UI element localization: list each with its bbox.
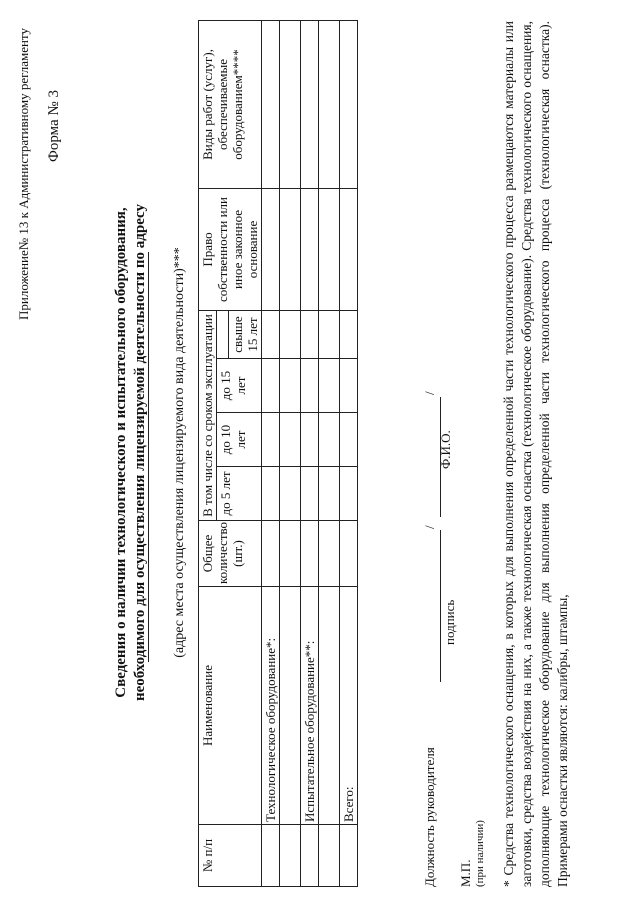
table-cell (301, 825, 319, 887)
row-total: Всего: (340, 587, 358, 825)
header-lifetime-group: В том числе со сроком эксплуатации (199, 310, 217, 520)
table-cell (280, 467, 301, 521)
header-num: № п/п (199, 825, 262, 887)
table-cell (340, 467, 358, 521)
table-row (319, 20, 340, 886)
table-cell (319, 413, 340, 467)
form-title (112, 0, 150, 905)
table-cell (262, 359, 280, 413)
header-works: Виды работ (услуг), обеспечиваемые оборудованием**** (199, 20, 262, 188)
header-total: Общее количество (шт.) (199, 521, 262, 587)
table-cell (319, 521, 340, 587)
signature-block (418, 167, 478, 887)
signature-line (440, 530, 441, 682)
slash-separator: / (422, 391, 437, 395)
fio-caption: Ф.И.О. (438, 430, 453, 469)
form-title-line1: Сведения о наличии технологического и испытательного оборудования, (113, 207, 129, 698)
table-cell (301, 310, 319, 358)
header-up-to-15: до 15 лет (217, 359, 262, 413)
table-cell (319, 188, 340, 310)
table-cell (319, 359, 340, 413)
table-cell (280, 413, 301, 467)
header-up-to-5: до 5 лет (217, 467, 262, 521)
table-cell (319, 20, 340, 188)
form-number: Форма № 3 (46, 90, 62, 162)
table-row (262, 20, 280, 886)
row-tech-equipment: Технологическое оборудование*: (262, 587, 280, 825)
table-cell (301, 359, 319, 413)
table-cell (319, 587, 340, 825)
table-cell (262, 413, 280, 467)
table-cell (340, 20, 358, 188)
table-cell (280, 587, 301, 825)
header-up-to-10: до 10 лет (217, 413, 262, 467)
table-cell (280, 20, 301, 188)
table-cell (340, 359, 358, 413)
header-over-15: свыше 15 лет (229, 310, 262, 358)
header-name: Наименование (199, 587, 262, 825)
table-cell (301, 20, 319, 188)
appendix-note: Приложение№ 13 к Административному регламенту (16, 28, 31, 321)
header-over-15-top (217, 310, 229, 358)
manager-position-label: Должность руководителя (422, 747, 437, 887)
table-row (340, 20, 358, 886)
table-row (280, 20, 301, 886)
address-caption: (адрес места осуществления лицензируемого вида деятельности)*** (172, 247, 187, 658)
table-cell (280, 521, 301, 587)
table-cell (319, 467, 340, 521)
table-cell (340, 521, 358, 587)
row-test-equipment: Испытательное оборудование**: (301, 587, 319, 825)
table-cell (340, 413, 358, 467)
equipment-table (198, 20, 358, 887)
table-cell (262, 188, 280, 310)
table-cell (301, 413, 319, 467)
stamp-label: М.П. (458, 859, 473, 887)
stamp-note: (при наличии) (474, 820, 486, 887)
table-cell (280, 825, 301, 887)
table-cell (340, 825, 358, 887)
table-cell (319, 825, 340, 887)
table-cell (301, 521, 319, 587)
table-row (301, 20, 319, 886)
table-cell (280, 188, 301, 310)
form-title-line2: необходимого для осуществления лицензируемой деятельности по адресу (132, 204, 148, 701)
signature-caption: подпись (442, 599, 457, 645)
table-cell (319, 310, 340, 358)
table-cell (280, 359, 301, 413)
table-cell (301, 188, 319, 310)
table-cell (340, 310, 358, 358)
table-cell (262, 467, 280, 521)
table-cell (340, 188, 358, 310)
table-cell (280, 310, 301, 358)
slash-separator: / (422, 525, 437, 529)
header-ownership: Право собственности или иное законное основание (199, 188, 262, 310)
footnote: * Средства технологического оснащения, в которых для выполнения определенной части технологического процесса размещаются материалы или заготовки, средства воздействия на них, а также технологическая оснастка (технологическое оборудование). Средства технологического оснащения, дополняющие технологическое оборудование для выполнения определенной части технологического процесса (технологическая оснастка). Примерами оснастки являются: калибры, штампы, (501, 21, 570, 887)
table-cell (301, 467, 319, 521)
table-cell (262, 310, 280, 358)
table-cell (262, 521, 280, 587)
table-cell (262, 825, 280, 887)
address-fill-line (148, 252, 149, 662)
table-cell (262, 20, 280, 188)
